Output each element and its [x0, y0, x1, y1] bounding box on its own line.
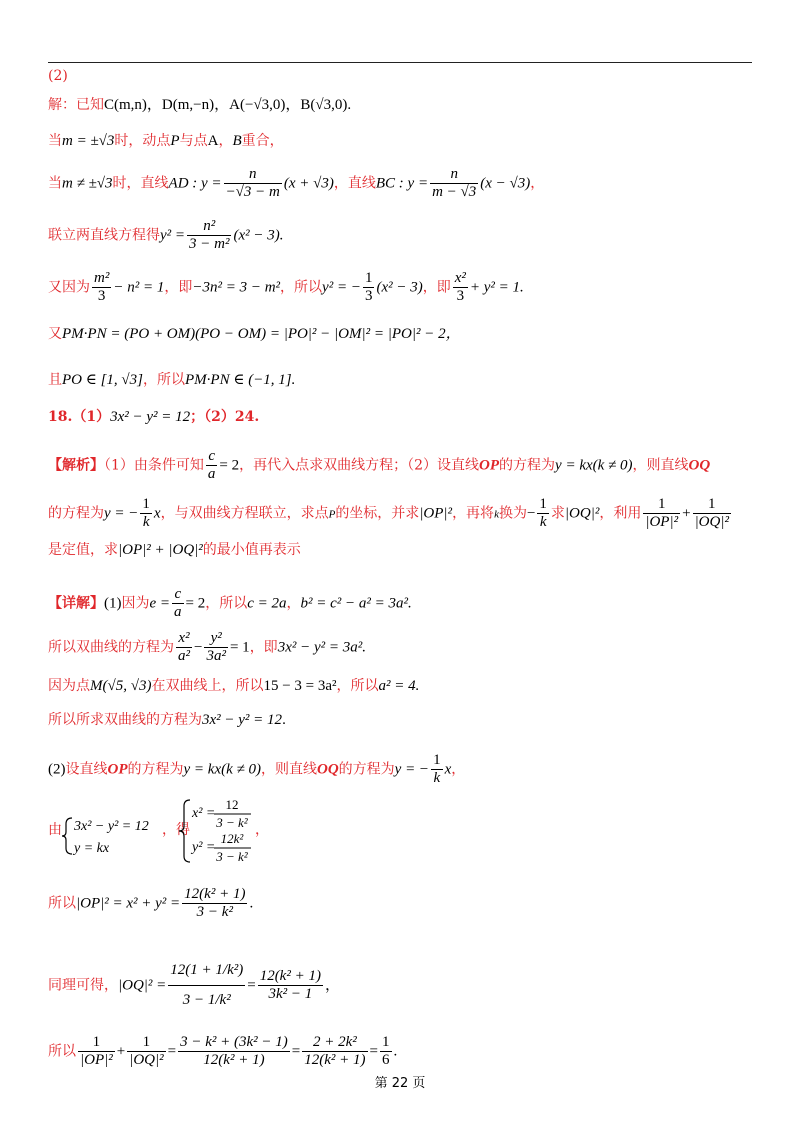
- analysis-tag: 【解析】: [48, 457, 104, 474]
- part2-line-1: [48, 95, 351, 115]
- result-x-num: 12: [225, 797, 239, 812]
- part2-line-3: 当m ≠ ±√3时，直线AD : y = $\frac{n}{-√3 - m}$ (x + √3)，直线BC : y = $\frac{n}{m - √3}$ (x − √3)，: [48, 166, 545, 200]
- analysis-line-3: 是定值，求|OP|² + |OQ|²的最小值再表示: [48, 542, 301, 558]
- fraction: $\frac{\text{12(k² + 1)}}{\text{3k² − 1}}$: [259, 968, 321, 1002]
- equation-system: [48, 790, 308, 866]
- fraction: $\frac{n}{m - √3}$: [432, 166, 477, 200]
- fraction: $\frac{1}{\text{|OQ|²}}$: [694, 496, 729, 530]
- fraction: $\frac{\text{2 + 2k²}}{\text{12(k² + 1)}}$: [304, 1034, 366, 1068]
- fraction: $\frac{\text{12(1 + 1/k²)}}{\text{3 − 1/k²}}$: [170, 962, 244, 1008]
- solution-prefix: 解：已知: [48, 97, 104, 113]
- detail-oq-line: 同理可得，|OQ|² = $\frac{\text{12(1 + 1/k²)}}{\text{3 − 1/k²}}$ = $\frac{\text{12(k² + 1)}}{\text{3k² − 1}}$ ，: [48, 962, 340, 1008]
- fraction: $\frac{\text{3 − k² + (3k² − 1)}}{\text{12(k² + 1)}}$: [180, 1034, 288, 1068]
- part2-line-7: 且PO ∈ [1, √3]，所以PM·PN ∈ (−1, 1].: [48, 372, 296, 388]
- header-rule: [48, 62, 752, 63]
- part2-line-2: 当m = ±√3时，动点P与点A，B重合，: [48, 133, 284, 149]
- system-eq-2: y = kx: [74, 841, 110, 856]
- detail-line-3: 因为点M(√5, √3)在双曲线上，所以15 − 3 = 3a²，所以a² = 4.: [48, 678, 420, 694]
- part2-label: (2): [48, 68, 68, 84]
- result-x-sq: x² =: [192, 806, 216, 821]
- fraction: $\frac{c}{a}$: [174, 586, 182, 620]
- page-number: 第 22 页: [374, 1076, 426, 1091]
- analysis-line-2: 的方程为y = − $\frac{1}{k}$ x，与双曲线方程联立，求点P的坐标，并求|OP|²，再将k换为− $\frac{1}{k}$ 求|OQ|²，利用 $\frac{1}{\text{|OP|²}}$ + $\frac{1}{\text{|OQ|²}}$: [48, 496, 729, 530]
- detail-line-2: 所以双曲线的方程为 $\frac{\text{x²}}{\text{a²}}$ − $\frac{\text{y²}}{\text{3a²}}$ = 1，即3x² − y² = 3a².: [48, 630, 366, 664]
- system-eq-1: 3x² − y² = 12: [74, 819, 149, 834]
- fraction: $\frac{\text{n²}}{\text{3 − m²}}$: [189, 218, 230, 252]
- part2-line-6: 又PM·PN = (PO + OM)(PO − OM) = |PO|² − |OM|² = |PO|² − 2，: [48, 326, 461, 342]
- system-end: ，: [255, 822, 269, 838]
- fraction: $\frac{\text{x²}}{3}$: [454, 270, 466, 304]
- result-y-num: 12k²: [220, 831, 244, 846]
- fraction: $\frac{\text{12(k² + 1)}}{\text{3 − k²}}$: [184, 886, 246, 920]
- fraction: $\frac{1}{3}$: [364, 270, 373, 304]
- detail-line-4: 所以所求双曲线的方程为3x² − y² = 12.: [48, 712, 286, 728]
- fraction: $\frac{\text{y²}}{\text{3a²}}$: [206, 630, 226, 664]
- part2-line-4: 联立两直线方程得y² = $\frac{\text{n²}}{\text{3 − m²}}$ (x² − 3).: [48, 218, 284, 252]
- part2-line-5: 又因为 $\frac{\text{m²}}{3}$ − n² = 1，即−3n² = 3 − m²，所以y² = − $\frac{1}{3}$ (x² − 3)，即 $\frac{\text{x²}}{3}$ + y² = 1.: [48, 270, 524, 304]
- fraction: $\frac{c}{a}$: [207, 448, 216, 482]
- detail-line-5: (2)设直线OP的方程为y = kx(k ≠ 0)，则直线OQ的方程为y = − $\frac{1}{k}$ x，: [48, 752, 466, 786]
- fraction: $\frac{1}{k}$: [539, 496, 547, 530]
- detail-op-line: 所以|OP|² = x² + y² = $\frac{\text{12(k² + 1)}}{\text{3 − k²}}$ .: [48, 886, 254, 920]
- fraction: $\frac{1}{\text{|OP|²}}$: [80, 1034, 113, 1068]
- left-brace: [62, 818, 72, 854]
- points-given: C(m,n)，D(m,−n)，A(−√3,0)，B(√3,0).: [104, 97, 352, 113]
- q18-answer-line: 18.（1）3x² − y² = 12；（2）24.: [48, 409, 260, 425]
- fraction: $\frac{\text{m²}}{3}$: [94, 270, 110, 304]
- analysis-line-1: 【解析】（1）由条件可知 $\frac{c}{a}$ = 2，再代入点求双曲线方程；（2）设直线OP的方程为y = kx(k ≠ 0)，则直线OQ: [48, 448, 711, 482]
- result-x-den: 3 − k²: [216, 815, 248, 830]
- fraction: $\frac{1}{k}$: [433, 752, 441, 786]
- fraction: $\frac{1}{\text{|OP|²}}$: [645, 496, 679, 530]
- result-y-sq: y² =: [192, 840, 216, 855]
- fraction: $\frac{\text{x²}}{\text{a²}}$: [178, 630, 190, 664]
- fraction: $\frac{1}{\text{|OQ|²}}$: [129, 1034, 164, 1068]
- fraction: $\frac{1}{k}$: [142, 496, 150, 530]
- fraction: $\frac{1}{6}$: [382, 1034, 390, 1068]
- detail-tag: 【详解】: [48, 595, 104, 612]
- vector-product-expansion: PM·PN = (PO + OM)(PO − OM) = |PO|² − |OM|² = |PO|² − 2，: [62, 326, 461, 342]
- question-number: 18.: [48, 409, 73, 425]
- detail-line-1: 【详解】(1)因为e = $\frac{c}{a}$ = 2，所以c = 2a，b² = c² − a² = 3a².: [48, 586, 412, 620]
- system-prefix: 由: [48, 822, 62, 838]
- fraction: $\frac{n}{-√3 - m}$: [225, 166, 280, 200]
- system-de: ，得: [162, 822, 190, 838]
- result-y-den: 3 − k²: [216, 849, 248, 864]
- detail-sum-line: 所以 $\frac{1}{\text{|OP|²}}$ + $\frac{1}{\text{|OQ|²}}$ = $\frac{\text{3 − k² + (3k² − 1)}}{\text{12(k² + 1)}}$ = $\frac{\text{2 + 2k²}}{\text{12(k² + 1)}}$ = $\frac{1}{6}$ .: [48, 1034, 398, 1068]
